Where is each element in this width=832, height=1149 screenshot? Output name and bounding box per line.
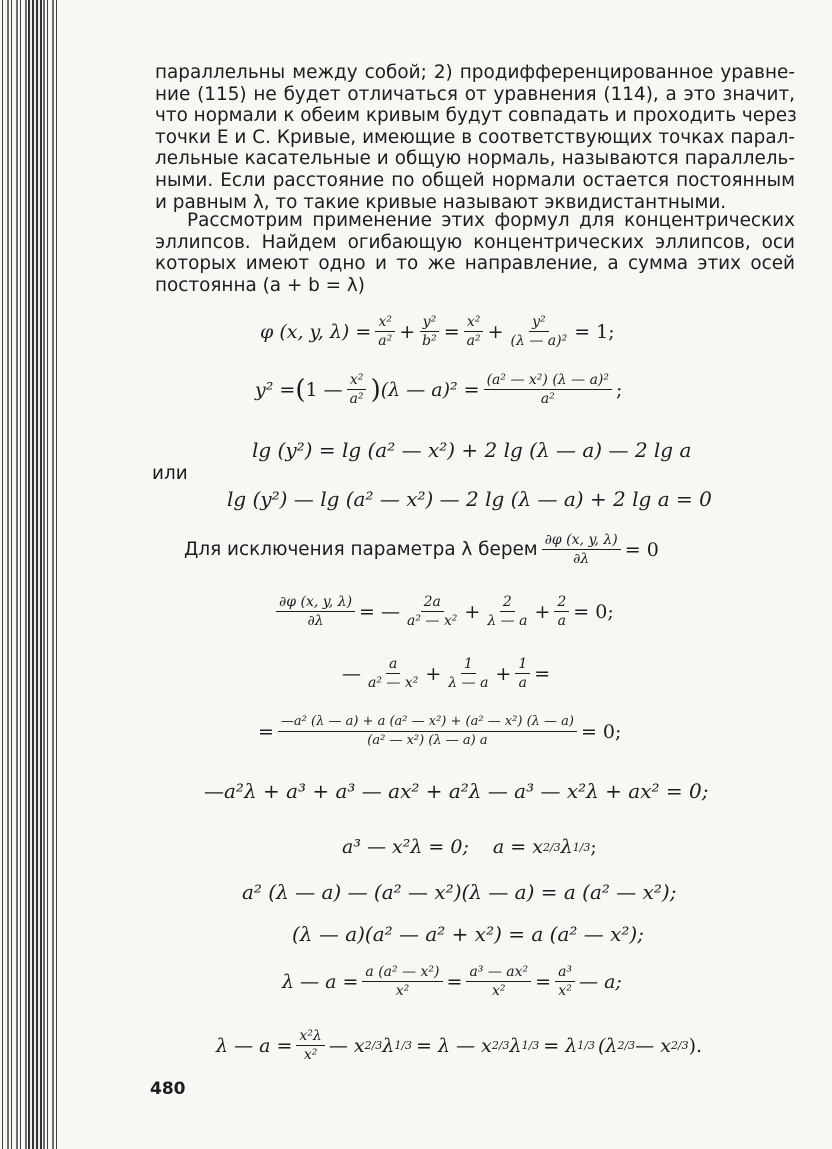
equation-simplified: (λ — a)(a² — a² + x²) = a (a² — x²); <box>292 922 644 946</box>
equation-substitution: a² (λ — a) — (a² — x²)(λ — a) = a (a² — x²); <box>242 880 677 904</box>
fraction: $\frac{2}{a}$ <box>554 594 569 629</box>
text-line: и равным λ, то такие кривые называют эквидистантными. <box>155 191 727 213</box>
elimination-line: Для исключения параметра λ берем $\frac{\partial\varphi (x, y, \lambda)}{\partial\lambda}$ = 0 <box>184 532 659 567</box>
equation-y-squared: y² = ( 1 — $\frac{\text{x²}}{\text{a²}}$ ) (λ — a)² = $\frac{\text{(a² — x²) (λ — a)²}}{\text{a²}}$ ; <box>255 372 623 407</box>
fraction: $\frac{1}{\lambda — a}$ <box>448 656 489 691</box>
equation-partial-derivative: $\frac{\partial\varphi (x, y, \lambda)}{\partial\lambda}$ = — $\frac{2a}{\text{a² — x²}}$ + $\frac{2}{\lambda — a}$ + $\frac{2}{a}$ = 0; <box>272 594 614 629</box>
fraction: $\frac{a}{\text{a² — x²}}$ <box>368 656 419 691</box>
text-line: эллипсов. Найдем огибающую концентрических эллипсов, оси <box>155 231 795 253</box>
fraction: $\frac{\text{y²}}{\text{(λ — a)²}}$ <box>510 314 568 349</box>
page-number: 480 <box>150 1079 186 1099</box>
equation-sum-fractions: — $\frac{a}{\text{a² — x²}}$ + $\frac{1}{\lambda — a}$ + $\frac{1}{a}$ = <box>342 656 551 691</box>
eq-lhs: φ (x, y, λ) = <box>260 320 372 343</box>
fraction: $\frac{\partial\varphi (x, y, \lambda)}{\partial\lambda}$ <box>542 532 621 567</box>
text-line: лельные касательные и общую нормаль, называются параллель- <box>155 148 795 170</box>
or-word: или <box>152 463 188 484</box>
book-binding-edge <box>0 0 60 1149</box>
equation-lambda-minus-a: λ — a = $\frac{\text{a (a² — x²)}}{\text{x²}}$ = $\frac{\text{a³ — ax²}}{\text{x²}}$ = $\frac{\text{a³}}{\text{x²}}$ — a; <box>282 964 622 999</box>
equation-log-2: lg (y²) — lg (a² — x²) — 2 lg (λ — a) + 2 lg a = 0 <box>227 487 712 511</box>
fraction: $\frac{\partial\varphi (x, y, \lambda)}{\partial\lambda}$ <box>276 594 355 629</box>
text-line: которых имеют одно и то же направление, а сумма этих осей <box>155 253 795 275</box>
equation-ellipse: φ (x, y, λ) = $\frac{\text{x²}}{\text{a²}}$ + $\frac{\text{y²}}{\text{b²}}$ = $\frac{\text{x²}}{\text{a²}}$ + $\frac{\text{y²}}{\text{(λ — a)²}}$ = 1; <box>260 314 615 349</box>
equation-common-denominator: = $\frac{\text{—a² (λ — a) + a (a² — x²) + (a² — x²) (λ — a)}}{\text{(a² — x²) (λ — a) a}}$ = 0; <box>258 714 622 748</box>
equation-final: λ — a = $\frac{\text{x²λ}}{\text{x²}}$ — x 2/3 λ 1/3 = λ — x 2/3 λ 1/3 = λ 1/3 (λ 2/3 — x 2/3 ). <box>216 1028 703 1063</box>
equation-log-1: lg (y²) = lg (a² — x²) + 2 lg (λ — a) — 2 lg a <box>252 438 692 462</box>
text-line: параллельны между собой; 2) продифференцированное уравне- <box>155 62 795 83</box>
fraction: $\frac{\text{x²}}{\text{a²}}$ <box>375 314 395 349</box>
text-line: точки E и C. Кривые, имеющие в соответствующих точках парал- <box>155 126 795 148</box>
fraction: $\frac{\text{—a² (λ — a) + a (a² — x²) + (a² — x²) (λ — a)}}{\text{(a² — x²) (λ — a) a}}$ <box>278 714 577 749</box>
fraction: $\frac{\text{y²}}{\text{b²}}$ <box>419 314 440 349</box>
fraction: $\frac{\text{x²}}{\text{a²}}$ <box>347 372 367 407</box>
fraction: $\frac{\text{a (a² — x²)}}{\text{x²}}$ <box>362 964 442 999</box>
fraction: $\frac{2}{\lambda — a}$ <box>487 594 528 629</box>
fraction: $\frac{\text{(a² — x²) (λ — a)²}}{\text{a²}}$ <box>484 372 612 407</box>
fraction: $\frac{1}{a}$ <box>515 656 530 691</box>
paragraph-1 <box>155 62 795 213</box>
text-line: Рассмотрим применение этих формул для концентрических <box>187 210 795 231</box>
text-line: ными. Если расстояние по общей нормали остается постоянным <box>155 169 795 191</box>
text-line: ние (115) не будет отличаться от уравнения (114), а это значит, <box>155 83 795 105</box>
fraction: $\frac{\text{a³ — ax²}}{\text{x²}}$ <box>466 964 531 999</box>
fraction: $\frac{\text{a³}}{\text{x²}}$ <box>555 964 575 999</box>
fraction: $\frac{\text{x²}}{\text{a²}}$ <box>464 314 484 349</box>
paragraph-2 <box>155 210 795 296</box>
text-line: постоянна (a + b = λ) <box>155 274 365 296</box>
fraction: $\frac{2a}{\text{a² — x²}}$ <box>407 594 458 629</box>
equation-expanded: —a²λ + a³ + a³ — ax² + a²λ — a³ — x²λ + ax² = 0; <box>204 779 709 803</box>
equation-a-solution: a³ — x²λ = 0; a = x 2/3 λ 1/3 ; <box>342 836 597 858</box>
fraction: $\frac{\text{x²λ}}{\text{x²}}$ <box>296 1028 324 1063</box>
text-line: что нормали к обеим кривым будут совпадать и проходить через <box>155 105 797 127</box>
